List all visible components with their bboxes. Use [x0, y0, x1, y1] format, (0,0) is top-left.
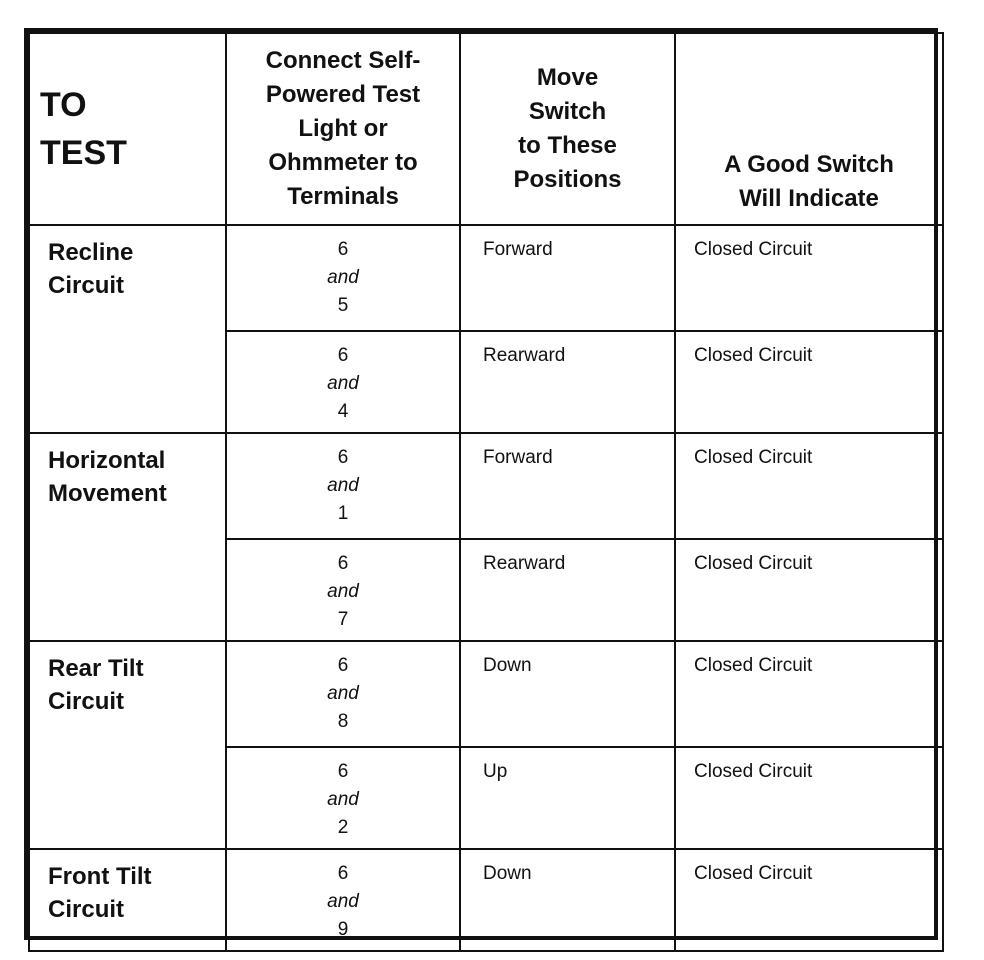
header-connect-line: Connect Self-: [265, 47, 421, 74]
group-name-line: Rear Tilt: [48, 655, 144, 682]
indication-cell: Closed Circuit: [675, 849, 943, 951]
terminal-and: and: [327, 373, 359, 394]
terminals-cell: [226, 433, 460, 539]
header-good-line: Will Indicate: [739, 185, 879, 212]
table-row: [29, 225, 943, 331]
indication-cell: Closed Circuit: [675, 641, 943, 747]
terminal-second: 5: [337, 295, 349, 316]
header-to-test-line: TEST: [40, 134, 127, 172]
group-horizontal-movement: [29, 433, 226, 641]
group-name-line: Circuit: [48, 896, 125, 923]
terminal-first: 6: [337, 345, 349, 366]
terminal-first: 6: [337, 761, 349, 782]
terminal-second: 4: [337, 401, 349, 422]
indication-cell: Closed Circuit: [675, 539, 943, 641]
terminals-cell: [226, 539, 460, 641]
position-cell: Forward: [460, 225, 675, 331]
terminals-cell: [226, 849, 460, 951]
terminals-cell: [226, 331, 460, 433]
terminal-and: and: [327, 581, 359, 602]
group-rear-tilt-circuit: [29, 641, 226, 849]
terminal-second: 9: [337, 919, 349, 940]
header-move-line: to These: [518, 132, 617, 159]
group-name-line: Horizontal: [48, 447, 166, 474]
switch-test-table-frame: [24, 28, 938, 940]
position-cell: Forward: [460, 433, 675, 539]
terminal-first: 6: [337, 655, 349, 676]
group-front-tilt-circuit: [29, 849, 226, 951]
header-row: [29, 33, 943, 225]
header-connect-line: Ohmmeter to: [268, 149, 418, 176]
terminal-and: and: [327, 683, 359, 704]
terminal-first: 6: [337, 863, 349, 884]
indication-cell: Closed Circuit: [675, 747, 943, 849]
terminal-second: 1: [337, 503, 349, 524]
position-cell: Up: [460, 747, 675, 849]
table-row: [29, 641, 943, 747]
indication-cell: Closed Circuit: [675, 225, 943, 331]
header-connect-line: Powered Test: [265, 81, 421, 108]
position-cell: Down: [460, 641, 675, 747]
terminal-second: 7: [337, 609, 349, 630]
header-connect-line: Terminals: [287, 183, 399, 210]
terminals-cell: [226, 225, 460, 331]
table-row: [29, 849, 943, 951]
header-connect-line: Light or: [298, 115, 388, 142]
header-move-line: Move: [536, 64, 599, 91]
terminal-and: and: [327, 789, 359, 810]
position-cell: Rearward: [460, 331, 675, 433]
terminal-and: and: [327, 475, 359, 496]
group-recline-circuit: [29, 225, 226, 433]
group-name-line: Movement: [48, 480, 167, 507]
group-name-line: Recline: [48, 239, 134, 266]
table-row: [29, 433, 943, 539]
header-good-switch: [675, 33, 943, 225]
header-good-line: A Good Switch: [724, 151, 894, 178]
terminal-first: 6: [337, 239, 349, 260]
header-connect-terminals: [226, 33, 460, 225]
header-move-line: Switch: [528, 98, 607, 125]
header-move-line: Positions: [513, 166, 622, 193]
indication-cell: Closed Circuit: [675, 331, 943, 433]
group-name-line: Circuit: [48, 272, 125, 299]
group-name-line: Circuit: [48, 688, 125, 715]
terminals-cell: [226, 747, 460, 849]
terminal-second: 2: [337, 817, 349, 838]
terminal-and: and: [327, 891, 359, 912]
header-to-test: [29, 33, 226, 225]
position-cell: Down: [460, 849, 675, 951]
indication-cell: Closed Circuit: [675, 433, 943, 539]
terminal-and: and: [327, 267, 359, 288]
terminal-first: 6: [337, 447, 349, 468]
terminal-first: 6: [337, 553, 349, 574]
terminal-second: 8: [337, 711, 349, 732]
group-name-line: Front Tilt: [48, 863, 152, 890]
header-move-switch: [460, 33, 675, 225]
position-cell: Rearward: [460, 539, 675, 641]
switch-test-table: [28, 32, 944, 952]
terminals-cell: [226, 641, 460, 747]
header-to-test-line: TO: [40, 86, 87, 124]
